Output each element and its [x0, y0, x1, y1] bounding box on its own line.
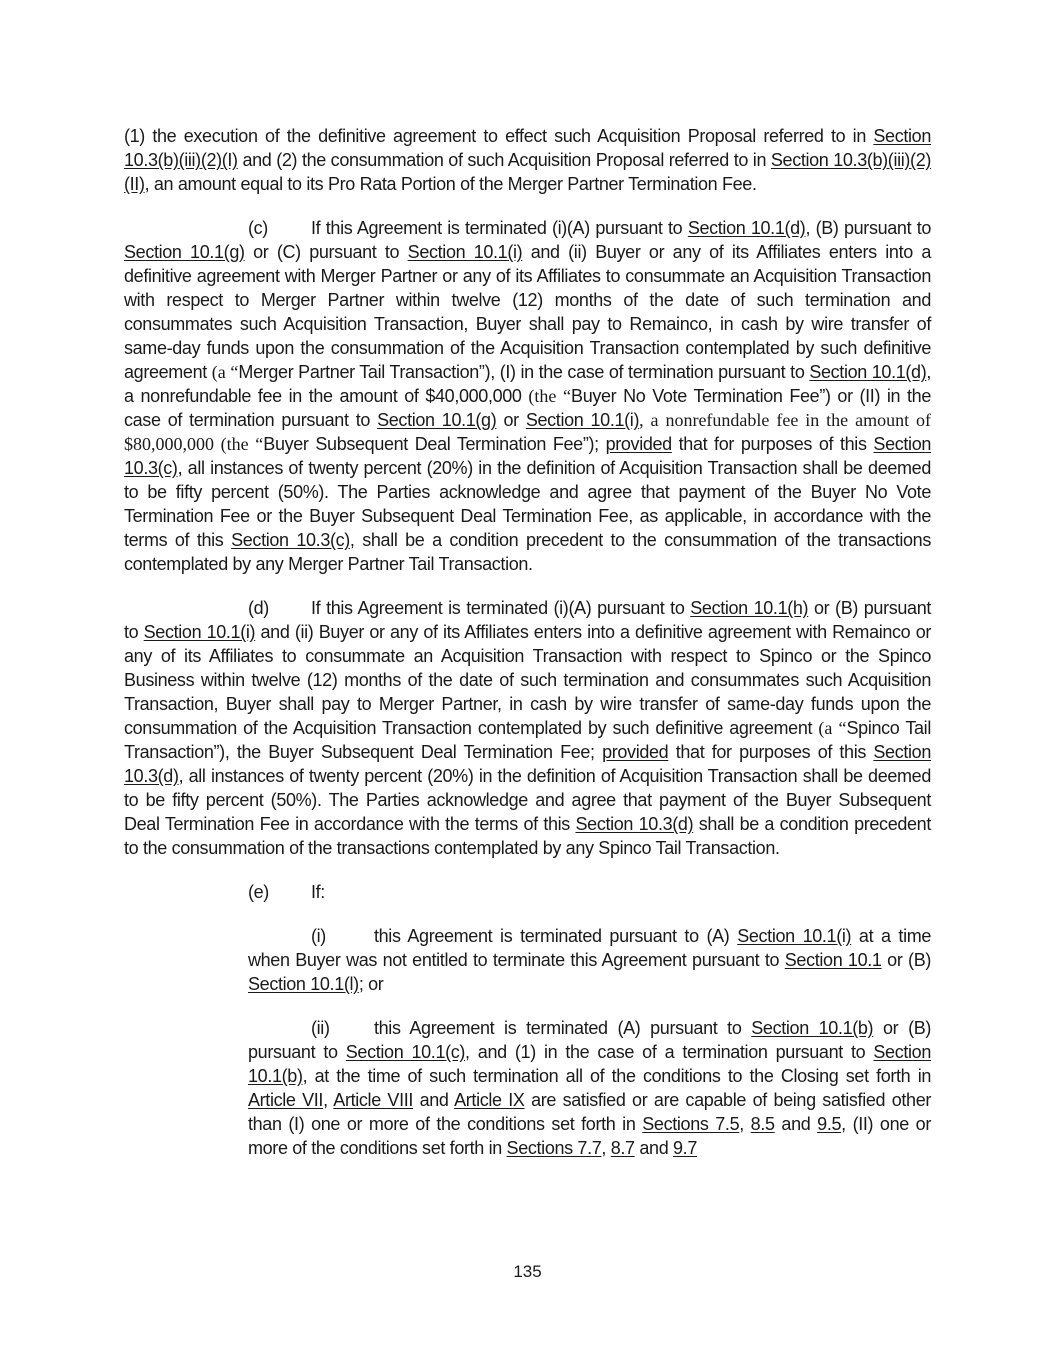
text: this Agreement is terminated pursuant to (A)	[374, 926, 738, 946]
text: , at the time of such termination all of the conditions to the Closing set forth in	[302, 1066, 931, 1086]
article-reference[interactable]: Article IX	[454, 1090, 525, 1110]
paragraph-e	[248, 880, 931, 904]
text: , all instances of twenty percent (20%) in the definition of Acquisition Transaction shall be deemed to be fifty percent (50%). The Parties acknowledge and agree that payment of the Buyer Subsequent Deal Termination Fee in accordance with the terms of this	[124, 766, 931, 834]
section-reference[interactable]: Section 10.1(h)	[690, 598, 809, 618]
text: at a time when Buyer was not entitled to terminate this Agreement pursuant to	[248, 926, 932, 970]
section-reference[interactable]: 8.5	[750, 1114, 775, 1134]
text: , a nonrefundable fee in the amount of $80,000,000 (the “	[124, 410, 932, 454]
text: If:	[311, 882, 325, 902]
text: ”), the Buyer Subsequent Deal Termination Fee;	[213, 742, 603, 762]
text: ; or	[358, 974, 384, 994]
section-reference[interactable]: 9.7	[673, 1138, 697, 1158]
text: are satisfied or are capable of being satisfied other than (I) one or more of the conditions set forth in	[248, 1090, 931, 1134]
paragraph-d	[124, 596, 931, 860]
text: or (B) pursuant to	[248, 1018, 932, 1062]
text: and (ii) Buyer or any of its Affiliates enters into a definitive agreement with Merger Partner or any of its Affiliates to consummate an Acquisition Transaction with respect to Merger Partner within twelve (12) months of the date of such termination and consummates such Acquisition Transaction, Buyer shall pay to Remainco, in cash by wire transfer of same-day funds upon the consummation of the Acquisition Transaction contemplated by such definitive agreement	[124, 242, 931, 382]
section-reference[interactable]: Section 10.1(l)	[248, 974, 359, 994]
page-number: 135	[513, 1262, 542, 1281]
paragraph-intro	[124, 124, 931, 196]
text: ”) or (II) in the case of termination pursuant to	[124, 386, 931, 430]
defined-term: Merger Partner Tail Transaction	[238, 362, 479, 382]
text: that for purposes of this	[671, 434, 874, 454]
text: , and (1) in the case of a termination pursuant to	[465, 1042, 874, 1062]
section-reference[interactable]: Section 10.1(d)	[809, 362, 927, 382]
text: or (B)	[881, 950, 931, 970]
text: ,	[323, 1090, 334, 1110]
section-reference[interactable]: Section 10.3(b)(iii)(2)(II)	[124, 150, 931, 194]
clause-label: (i)	[311, 926, 326, 946]
section-reference[interactable]: Section 10.1(i)	[143, 622, 256, 642]
clause-label: (ii)	[311, 1018, 330, 1038]
text: and	[634, 1138, 674, 1158]
defined-term: Spinco Tail Transaction	[124, 718, 931, 762]
section-reference[interactable]: Section 10.1(i)	[525, 410, 640, 430]
text: If this Agreement is terminated (i)(A) pursuant to	[311, 218, 688, 238]
section-reference[interactable]: Section 10.1(d)	[687, 218, 806, 238]
text: (a “	[818, 718, 847, 738]
text: or (B) pursuant to	[124, 598, 932, 642]
section-reference[interactable]: Section 10.3(c)	[231, 530, 350, 550]
text: or (C) pursuant to	[244, 242, 408, 262]
text: that for purposes of this	[668, 742, 874, 762]
text: (1) the execution of the definitive agreement to effect such Acquisition Proposal referred to in	[124, 126, 874, 146]
section-reference[interactable]: Section 10.3(b)(iii)(2)(I)	[124, 126, 931, 170]
defined-term: Buyer Subsequent Deal Termination Fee	[263, 434, 583, 454]
article-reference[interactable]: Article VII	[248, 1090, 324, 1110]
clause-label: (e)	[248, 882, 269, 902]
clause-label: (d)	[248, 598, 269, 618]
text: (the “	[528, 386, 572, 406]
text: , an amount equal to its Pro Rata Portion of the Merger Partner Termination Fee.	[144, 174, 757, 194]
text: ”), (I) in the case of termination pursuant to	[478, 362, 810, 382]
proviso-term: provided	[605, 434, 672, 454]
section-reference[interactable]: Section 10.1(g)	[124, 242, 245, 262]
text: , shall be a condition precedent to the consummation of the transactions contemplated by any Merger Partner Tail Transaction.	[124, 530, 931, 574]
document-page	[124, 124, 931, 1160]
text: and (ii) Buyer or any of its Affiliates enters into a definitive agreement with Remainco or any of its Affiliates to consummate an Acquisition Transaction with respect to Spinco or the Spinco Business within twelve (12) months of the date of such termination and consummates such Acquisition Transaction, Buyer shall pay to Merger Partner, in cash by wire transfer of same-day funds upon the consummation of the Acquisition Transaction contemplated by such definitive agreement	[124, 622, 931, 738]
section-reference[interactable]: Section 10.1	[784, 950, 882, 970]
text: and	[774, 1114, 818, 1134]
text: and (2) the consummation of such Acquisition Proposal referred to in	[237, 150, 771, 170]
article-reference[interactable]: Article VIII	[333, 1090, 414, 1110]
paragraph-c	[124, 216, 931, 576]
section-reference[interactable]: Section 10.1(c)	[345, 1042, 466, 1062]
defined-term: Buyer No Vote Termination Fee	[571, 386, 820, 406]
text: (a “	[211, 362, 239, 382]
text: If this Agreement is terminated (i)(A) pursuant to	[311, 598, 691, 618]
text: ,	[601, 1138, 611, 1158]
section-reference[interactable]: Section 10.3(c)	[124, 434, 932, 478]
clause-label: (c)	[248, 218, 268, 238]
section-reference[interactable]: Sections 7.7	[506, 1138, 602, 1158]
proviso-term: provided	[602, 742, 669, 762]
section-reference[interactable]: Section 10.1(b)	[751, 1018, 874, 1038]
text: or	[496, 410, 526, 430]
section-reference[interactable]: Sections 7.5	[642, 1114, 740, 1134]
text: ”);	[582, 434, 606, 454]
paragraph-e-ii	[248, 1016, 931, 1160]
section-reference[interactable]: Section 10.3(d)	[124, 742, 931, 786]
text: ,	[739, 1114, 751, 1134]
text: , (B) pursuant to	[805, 218, 931, 238]
text: , all instances of twenty percent (20%) in the definition of Acquisition Transaction shall be deemed to be fifty percent (50%). The Parties acknowledge and agree that payment of the Buyer No Vote Termination Fee or the Buyer Subsequent Deal Termination Fee, as applicable, in accordance with the terms of this	[124, 458, 931, 550]
text: , (II) one or more of the conditions set forth in	[248, 1114, 931, 1158]
text: , a nonrefundable fee in the amount of $40,000,000	[124, 362, 931, 406]
paragraph-e-i	[248, 924, 931, 996]
section-reference[interactable]: 9.5	[817, 1114, 842, 1134]
section-reference[interactable]: Section 10.1(i)	[737, 926, 852, 946]
text: this Agreement is terminated (A) pursuant to	[374, 1018, 752, 1038]
section-reference[interactable]: Section 10.1(b)	[248, 1042, 931, 1086]
text: and	[413, 1090, 455, 1110]
section-reference[interactable]: Section 10.1(i)	[407, 242, 523, 262]
section-reference[interactable]: Section 10.3(d)	[575, 814, 694, 834]
text: shall be a condition precedent to the consummation of the transactions contemplated by any Spinco Tail Transaction.	[124, 814, 931, 858]
section-reference[interactable]: Section 10.1(g)	[377, 410, 497, 430]
section-reference[interactable]: 8.7	[610, 1138, 635, 1158]
